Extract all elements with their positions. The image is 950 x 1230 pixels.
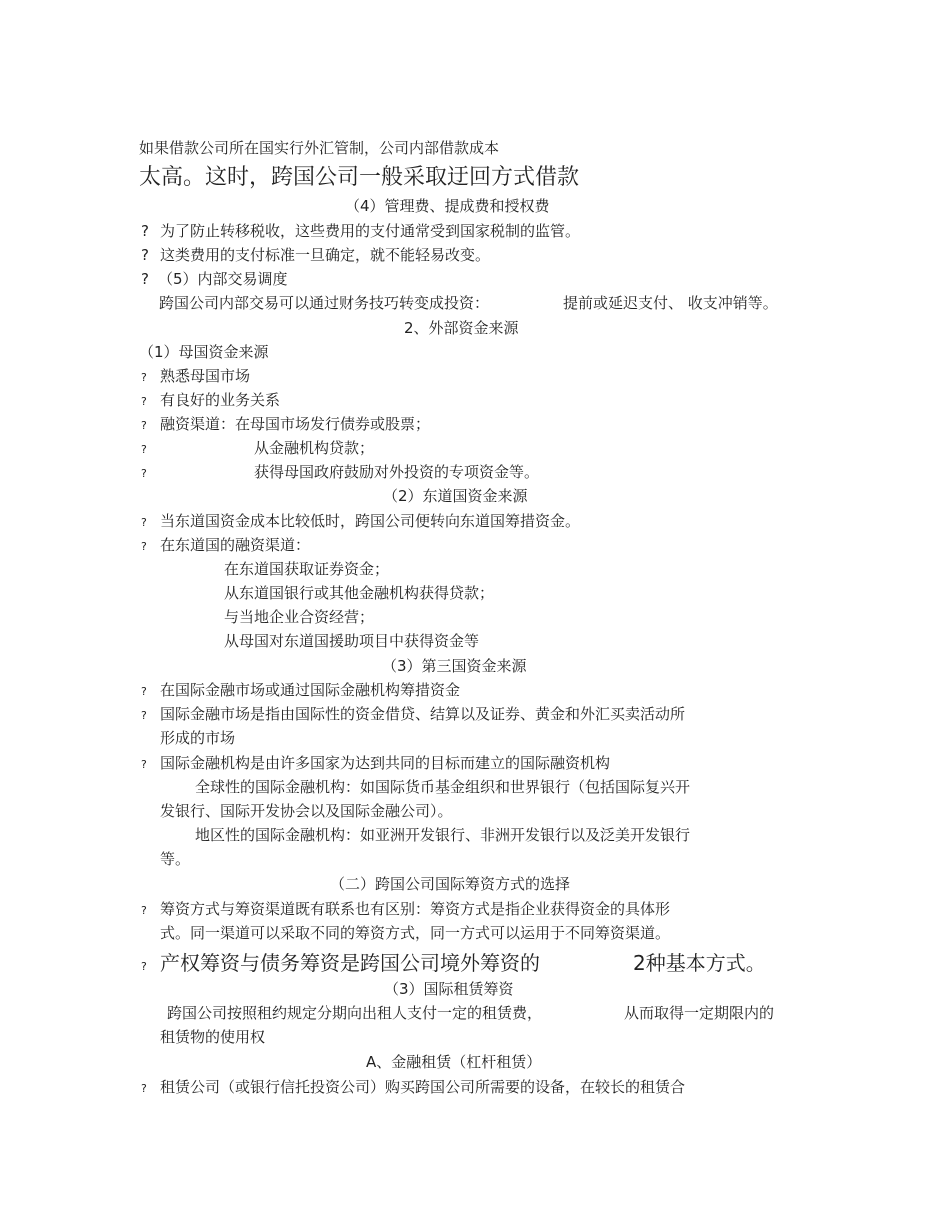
bullet-marker: ?	[141, 246, 149, 264]
text-line: 国际金融市场是指由国际性的资金借贷、结算以及证券、黄金和外汇买卖活动所	[160, 705, 686, 723]
text-line: 形成的市场	[160, 729, 236, 747]
text-line: 提前或延迟支付、 收支冲销等。	[563, 294, 778, 312]
text-line: 在东道国的融资渠道：	[160, 536, 311, 554]
text-line: 全球性的国际金融机构：如国际货币基金组织和世界银行（包括国际复兴开	[195, 778, 691, 796]
text-line: 发银行、国际开发协会以及国际金融公司）。	[160, 802, 453, 820]
bullet-marker: ?	[141, 443, 147, 456]
text-line: 为了防止转移税收，这些费用的支付通常受到国家税制的监管。	[160, 222, 581, 240]
text-line: 国际金融机构是由许多国家为达到共同的目标而建立的国际融资机构	[160, 754, 611, 772]
text-line: 租赁公司（或银行信托投资公司）购买跨国公司所需要的设备，在较长的租赁合	[160, 1078, 686, 1096]
section-heading: （二）跨国公司国际筹资方式的选择	[330, 875, 571, 893]
text-line: 租赁物的使用权	[160, 1028, 266, 1046]
text-line: 在国际金融市场或通过国际金融机构筹措资金	[160, 681, 461, 699]
section-heading: （1）母国资金来源	[139, 343, 269, 361]
text-line: 式。同一渠道可以采取不同的筹资方式，同一方式可以运用于不同筹资渠道。	[160, 924, 671, 942]
text-line: 从而取得一定期限内的	[624, 1004, 775, 1022]
bullet-marker: ?	[141, 904, 147, 917]
section-heading: 2、外部资金来源	[404, 319, 519, 337]
bullet-marker: ?	[141, 960, 147, 973]
text-line: 从东道国银行或其他金融机构获得贷款；	[224, 584, 495, 602]
text-line: 熟悉母国市场	[160, 367, 251, 385]
bullet-marker: ?	[141, 395, 147, 408]
bullet-marker: ?	[141, 685, 147, 698]
text-line: 筹资方式与筹资渠道既有联系也有区别：筹资方式是指企业获得资金的具体形	[160, 900, 671, 918]
text-line: 跨国公司按照租约规定分期向出租人支付一定的租赁费，	[167, 1004, 543, 1022]
text-line: 等。	[160, 850, 191, 868]
bullet-marker: ?	[141, 540, 147, 553]
text-line: 融资渠道：在母国市场发行债券或股票；	[160, 415, 431, 433]
bullet-marker: ?	[141, 1082, 147, 1095]
text-line: 有良好的业务关系	[160, 391, 281, 409]
bullet-marker: ?	[141, 371, 147, 384]
text-line: 太高。这时，跨国公司一般采取迂回方式借款	[139, 165, 580, 190]
bullet-marker: ?	[141, 419, 147, 432]
bullet-marker: ?	[141, 709, 147, 722]
text-line: 产权筹资与债务筹资是跨国公司境外筹资的	[160, 951, 540, 975]
section-heading: （3）国际租赁筹资	[384, 980, 514, 998]
text-line: 2种基本方式。	[633, 951, 766, 975]
bullet-marker: ?	[141, 270, 149, 288]
text-line: 地区性的国际金融机构：如亚洲开发银行、非洲开发银行以及泛美开发银行	[195, 826, 691, 844]
bullet-marker: ?	[141, 222, 149, 240]
section-heading: （4）管理费、提成费和授权费	[345, 197, 550, 215]
text-line: 如果借款公司所在国实行外汇管制，公司内部借款成本	[139, 139, 500, 157]
text-line: 跨国公司内部交易可以通过财务技巧转变成投资：	[159, 294, 490, 312]
text-line: 获得母国政府鼓励对外投资的专项资金等。	[254, 463, 540, 481]
text-line: 从母国对东道国援助项目中获得资金等	[224, 632, 480, 650]
text-line: 这类费用的支付标准一旦确定，就不能轻易改变。	[160, 246, 491, 264]
section-heading: （5）内部交易调度	[158, 270, 288, 288]
text-line: 从金融机构贷款；	[254, 439, 375, 457]
section-heading: （3）第三国资金来源	[382, 657, 527, 675]
text-line: 在东道国获取证券资金；	[224, 560, 390, 578]
bullet-marker: ?	[141, 467, 147, 480]
section-heading: A、金融租赁（杠杆租赁）	[366, 1053, 542, 1071]
section-heading: （2）东道国资金来源	[383, 487, 528, 505]
bullet-marker: ?	[141, 758, 147, 771]
text-line: 与当地企业合资经营；	[224, 608, 375, 626]
bullet-marker: ?	[141, 516, 147, 529]
text-line: 当东道国资金成本比较低时，跨国公司便转向东道国筹措资金。	[160, 512, 581, 530]
